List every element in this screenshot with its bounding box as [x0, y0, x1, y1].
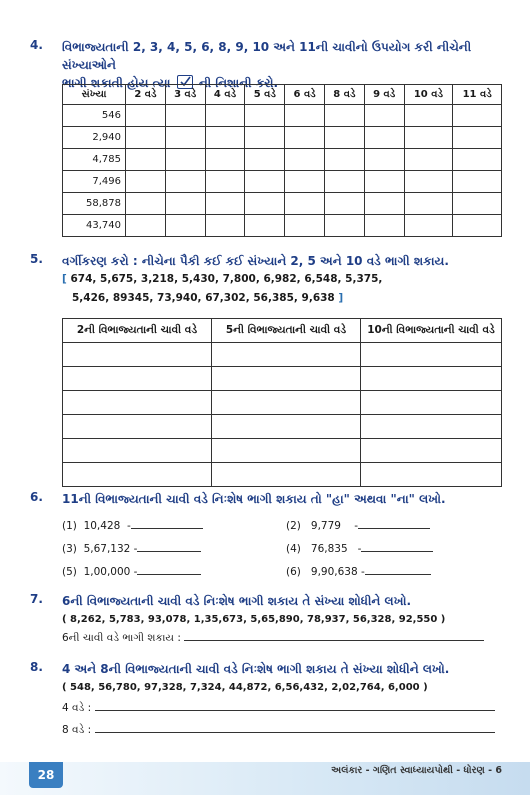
answer-cell[interactable]: [453, 149, 502, 171]
answer-blank[interactable]: [361, 541, 433, 552]
answer-cell[interactable]: [63, 439, 212, 463]
question-text: 6ની વિભાજ્યતાની ચાવી વડે નિઃશેષ ભાગી શકાય તે સંખ્યા શોધીને લખો.: [62, 594, 412, 608]
answer-cell[interactable]: [63, 391, 212, 415]
table-row: [63, 439, 502, 463]
answer-cell[interactable]: [212, 343, 361, 367]
column-header: 2 વડે: [126, 85, 166, 105]
answer-cell[interactable]: [212, 415, 361, 439]
question-number: 8.: [30, 660, 43, 674]
answer-cell[interactable]: [364, 105, 404, 127]
answer-cell[interactable]: [404, 193, 453, 215]
column-header: 10ની વિભાજ્યતાની ચાવી વડે: [361, 319, 502, 343]
answer-cell[interactable]: [245, 149, 285, 171]
answer-cell[interactable]: [165, 149, 205, 171]
answer-cell[interactable]: [165, 215, 205, 237]
answer-blank[interactable]: [184, 630, 484, 641]
answer-cell[interactable]: [245, 215, 285, 237]
answer-cell[interactable]: [285, 149, 325, 171]
answer-cell[interactable]: [165, 127, 205, 149]
column-header: 8 વડે: [324, 85, 364, 105]
answer-cell[interactable]: [126, 149, 166, 171]
q6-item-5: (5) 1,00,000 -: [62, 564, 201, 578]
answer-cell[interactable]: [364, 193, 404, 215]
q6-item-3: (3) 5,67,132 -: [62, 541, 201, 555]
question-text: 4 અને 8ની વિભાજ્યતાની ચાવી વડે નિઃશેષ ભાગી શકાય તે સંખ્યા શોધીને લખો.: [62, 662, 450, 676]
question-text: 11ની વિભાજ્યતાની ચાવી વડે નિઃશેષ ભાગી શકાય તો "હા" અથવા "ના" લખો.: [62, 492, 446, 506]
table-row: [63, 463, 502, 487]
answer-cell[interactable]: [453, 215, 502, 237]
number-cell: 43,740: [63, 215, 126, 237]
table-header-row: [63, 85, 502, 105]
answer-cell[interactable]: [324, 215, 364, 237]
answer-cell[interactable]: [361, 367, 502, 391]
answer-cell[interactable]: [453, 171, 502, 193]
answer-cell[interactable]: [245, 171, 285, 193]
question-7: [30, 592, 500, 647]
answer-cell[interactable]: [126, 171, 166, 193]
answer-cell[interactable]: [212, 391, 361, 415]
number-cell: 2,940: [63, 127, 126, 149]
table-row: [63, 367, 502, 391]
answer-blank[interactable]: [137, 564, 201, 575]
answer-cell[interactable]: [126, 127, 166, 149]
answer-blank[interactable]: [365, 564, 431, 575]
answer-line-4: 4 વડે :: [62, 697, 500, 719]
answer-cell[interactable]: [404, 149, 453, 171]
page-number: 28: [29, 762, 63, 788]
answer-cell[interactable]: [361, 343, 502, 367]
answer-cell[interactable]: [324, 171, 364, 193]
answer-cell[interactable]: [212, 463, 361, 487]
column-header: 6 વડે: [285, 85, 325, 105]
question-6: [30, 490, 500, 508]
classification-table: [62, 318, 502, 487]
answer-cell[interactable]: [364, 127, 404, 149]
answer-cell[interactable]: [324, 193, 364, 215]
number-cell: 58,878: [63, 193, 126, 215]
answer-cell[interactable]: [285, 215, 325, 237]
answer-cell[interactable]: [63, 343, 212, 367]
answer-cell[interactable]: [205, 193, 245, 215]
q6-item-6: (6) 9,90,638 -: [286, 564, 431, 578]
q6-item-2: (2) 9,779 -: [286, 518, 430, 532]
column-header: 3 વડે: [165, 85, 205, 105]
answer-blank[interactable]: [131, 518, 203, 529]
answer-cell[interactable]: [245, 127, 285, 149]
column-header: 11 વડે: [453, 85, 502, 105]
number-list: ( 8,262, 5,783, 93,078, 1,35,673, 5,65,890, 78,937, 56,328, 92,550 ): [62, 614, 446, 625]
table-row: [63, 193, 502, 215]
table-row: [63, 343, 502, 367]
answer-cell[interactable]: [212, 439, 361, 463]
answer-cell[interactable]: [324, 105, 364, 127]
answer-cell[interactable]: [453, 127, 502, 149]
answer-cell[interactable]: [364, 149, 404, 171]
answer-cell[interactable]: [324, 127, 364, 149]
footer-title: અલંકાર - ગણિત સ્વાધ્યાયપોથી - ધોરણ - 6: [331, 765, 502, 776]
answer-blank[interactable]: [95, 722, 495, 733]
answer-cell[interactable]: [364, 215, 404, 237]
answer-cell[interactable]: [404, 127, 453, 149]
question-5: [30, 252, 500, 308]
answer-cell[interactable]: [453, 193, 502, 215]
table-row: [63, 127, 502, 149]
column-header: સંખ્યા: [63, 85, 126, 105]
answer-cell[interactable]: [126, 215, 166, 237]
question-text: વિભાજ્યતાની 2, 3, 4, 5, 6, 8, 9, 10 અને 11ની ચાવીનો ઉપયોગ કરી નીચેની સંખ્યાઓને ભાગી શકાતી હોય ત્યા ની નિશાની કરો.: [62, 40, 472, 90]
answer-line-8: 8 વડે :: [62, 719, 500, 741]
answer-cell[interactable]: [165, 105, 205, 127]
table-row: [63, 415, 502, 439]
column-header: 4 વડે: [205, 85, 245, 105]
answer-cell[interactable]: [285, 193, 325, 215]
answer-cell[interactable]: [453, 105, 502, 127]
number-cell: 546: [63, 105, 126, 127]
answer-cell[interactable]: [285, 171, 325, 193]
column-header: 10 વડે: [404, 85, 453, 105]
q6-item-4: (4) 76,835 -: [286, 541, 433, 555]
answer-cell[interactable]: [404, 215, 453, 237]
answer-cell[interactable]: [126, 105, 166, 127]
answer-cell[interactable]: [361, 391, 502, 415]
number-cell: 4,785: [63, 149, 126, 171]
answer-cell[interactable]: [212, 367, 361, 391]
answer-cell[interactable]: [245, 193, 285, 215]
answer-cell[interactable]: [245, 105, 285, 127]
table-header-row: [63, 319, 502, 343]
answer-cell[interactable]: [361, 463, 502, 487]
answer-cell[interactable]: [285, 127, 325, 149]
answer-cell[interactable]: [285, 105, 325, 127]
table-row: [63, 105, 502, 127]
question-text: વર્ગીકરણ કરો : નીચેના પૈકી કઈ કઈ સંખ્યાને 2, 5 અને 10 વડે ભાગી શકાય.: [62, 254, 449, 268]
table-row: [63, 149, 502, 171]
answer-cell[interactable]: [126, 193, 166, 215]
divisibility-table: [62, 84, 502, 237]
answer-cell[interactable]: [205, 127, 245, 149]
column-header: 5ની વિભાજ્યતાની ચાવી વડે: [212, 319, 361, 343]
column-header: 9 વડે: [364, 85, 404, 105]
table-row: [63, 215, 502, 237]
answer-cell[interactable]: [63, 415, 212, 439]
number-cell: 7,496: [63, 171, 126, 193]
question-number: 6.: [30, 490, 43, 504]
answer-cell[interactable]: [165, 171, 205, 193]
number-list: [ 674, 5,675, 3,218, 5,430, 7,800, 6,982, 6,548, 5,375, 5,426, 89345, 73,940, 67,302, 56,385, 9,638 ]: [62, 273, 383, 304]
answer-line: 6ની ચાવી વડે ભાગી શકાય :: [62, 629, 500, 647]
answer-cell[interactable]: [361, 439, 502, 463]
q6-item-1: (1) 10,428 -: [62, 518, 203, 532]
answer-cell[interactable]: [364, 171, 404, 193]
answer-cell[interactable]: [324, 149, 364, 171]
question-number: 4.: [30, 38, 43, 52]
column-header: 2ની વિભાજ્યતાની ચાવી વડે: [63, 319, 212, 343]
answer-cell[interactable]: [205, 149, 245, 171]
answer-cell[interactable]: [205, 171, 245, 193]
answer-cell[interactable]: [63, 367, 212, 391]
question-8: [30, 660, 500, 741]
answer-blank[interactable]: [358, 518, 430, 529]
answer-cell[interactable]: [205, 105, 245, 127]
table-row: [63, 171, 502, 193]
answer-blank[interactable]: [95, 700, 495, 711]
answer-cell[interactable]: [165, 193, 205, 215]
answer-cell[interactable]: [63, 463, 212, 487]
answer-cell[interactable]: [205, 215, 245, 237]
answer-cell[interactable]: [404, 105, 453, 127]
answer-cell[interactable]: [404, 171, 453, 193]
answer-blank[interactable]: [137, 541, 201, 552]
answer-cell[interactable]: [361, 415, 502, 439]
question-number: 7.: [30, 592, 43, 606]
table-row: [63, 391, 502, 415]
column-header: 5 વડે: [245, 85, 285, 105]
number-list: ( 548, 56,780, 97,328, 7,324, 44,872, 6,56,432, 2,02,764, 6,000 ): [62, 682, 428, 693]
question-number: 5.: [30, 252, 43, 266]
